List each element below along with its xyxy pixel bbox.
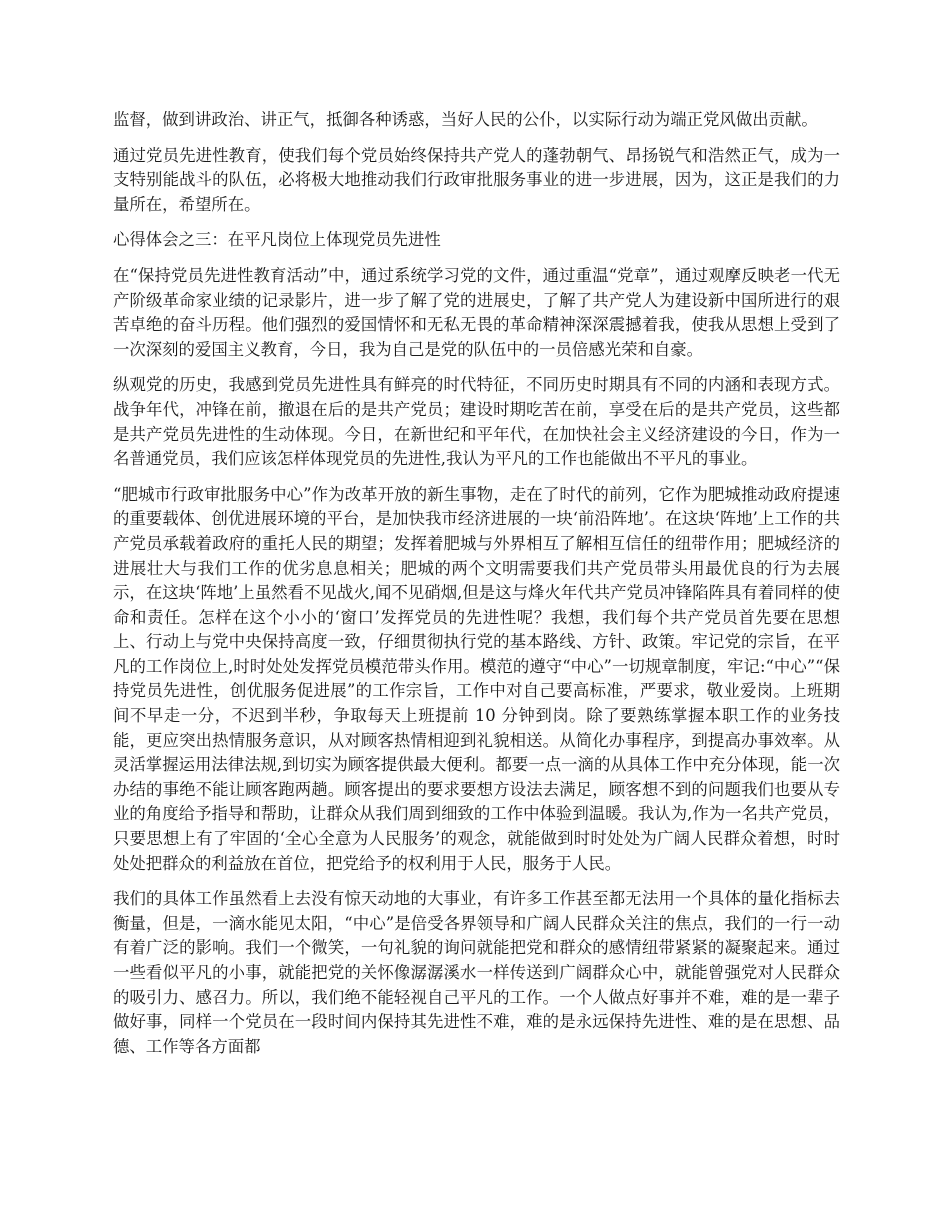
paragraph-3: 在“保持党员先进性教育活动”中，通过系统学习党的文件，通过重温“党章”，通过观摩反映老一代无产阶级革命家业绩的记录影片，进一步了解了党的进展史，了解了共产党人为建设新中国所进行的艰苦卓绝的奋斗历程。他们强烈的爱国情怀和无私无畏的革命精神深深震撼着我，使我从思想上受到了一次深刻的爱国主义教育，今日，我为自己是党的队伍中的一员倍感光荣和自豪。: [113, 265, 840, 359]
paragraph-5: “肥城市行政审批服务中心”作为改革开放的新生事物，走在了时代的前列，它作为肥城推动政府提速的重要载体、创优进展环境的平台，是加快我市经济进展的一块‘前沿阵地’。在这块‘阵地’上工作的共产党员承载着政府的重托人民的期望；发挥着肥城与外界相互了解相互信任的纽带作用；肥城经济的进展壮大与我们工作的优劣息息相关；肥城的两个文明需要我们共产党员带头用最优良的行为去展示，在这块‘阵地’上虽然看不见战火,闻不见硝烟,但是这与烽火年代共产党员冲锋陷阵具有着同样的使命和责任。怎样在这个小小的‘窗口’发挥党员的先进性呢？我想，我们每个共产党员首先要在思想上、行动上与党中央保持高度一致，仔细贯彻执行党的基本路线、方针、政策。牢记党的宗旨，在平凡的工作岗位上,时时处处发挥党员模范带头作用。模范的遵守“中心”一切规章制度，牢记:“中心”“保持党员先进性，创优服务促进展”的工作宗旨，工作中对自己要高标准，严要求，敬业爱岗。上班期间不早走一分，不迟到半秒，争取每天上班提前 10 分钟到岗。除了要熟练掌握本职工作的业务技能，更应突出热情服务意识，从对顾客热情相迎到礼貌相送。从简化办事程序，到提高办事效率。从灵活掌握运用法律法规,到切实为顾客提供最大便利。都要一点一滴的从具体工作中充分体现，能一次办结的事绝不能让顾客跑两趟。顾客提出的要求要想方设法去满足，顾客想不到的问题我们也要从专业的角度给予指导和帮助，让群众从我们周到细致的工作中体验到温暖。我认为,作为一名共产党员，只要思想上有了牢固的‘全心全意为人民服务’的观念，就能做到时时处处为广阔人民群众着想，时时处处把群众的利益放在首位，把党给予的权利用于人民，服务于人民。: [113, 484, 840, 873]
paragraph-1: 监督，做到讲政治、讲正气，抵御各种诱惑，当好人民的公仆，以实际行动为端正党风做出贡献。: [113, 110, 818, 129]
paragraph-2: 通过党员先进性教育，使我们每个党员始终保持共产党人的蓬勃朝气、昂扬锐气和浩然正气，成为一支特别能战斗的队伍，必将极大地推动我们行政审批服务事业的进一步进展，因为，这正是我们的力量所在，希望所在。: [113, 145, 840, 214]
section-heading: 心得体会之三：在平凡岗位上体现党员先进性: [113, 230, 441, 250]
paragraph-6: 我们的具体工作虽然看上去没有惊天动地的大事业，有许多工作甚至都无法用一个具体的量化指标去衡量，但是，一滴水能见太阳，“中心”是倍受各界领导和广阔人民群众关注的焦点，我们的一行一动有着广泛的影响。我们一个微笑，一句礼貌的询问就能把党和群众的感情纽带紧紧的凝聚起来。通过一些看似平凡的小事，就能把党的关怀像潺潺溪水一样传送到广阔群众心中，就能曾强党对人民群众的吸引力、感召力。所以，我们绝不能轻视自己平凡的工作。一个人做点好事并不难，难的是一辈子做好事，同样一个党员在一段时间内保持其先进性不难，难的是永远保持先进性、难的是在思想、品德、工作等各方面都: [113, 889, 840, 1056]
paragraph-4: 纵观党的历史，我感到党员先进性具有鲜亮的时代特征，不同历史时期具有不同的内涵和表现方式。战争年代，冲锋在前，撤退在后的是共产党员；建设时期吃苦在前，享受在后的是共产党员，这些都是共产党员先进性的生动体现。今日，在新世纪和平年代，在加快社会主义经济建设的今日，作为一名普通党员，我们应该怎样体现党员的先进性,我认为平凡的工作也能做出不平凡的事业。: [113, 375, 840, 469]
document-page: [113, 108, 840, 1070]
